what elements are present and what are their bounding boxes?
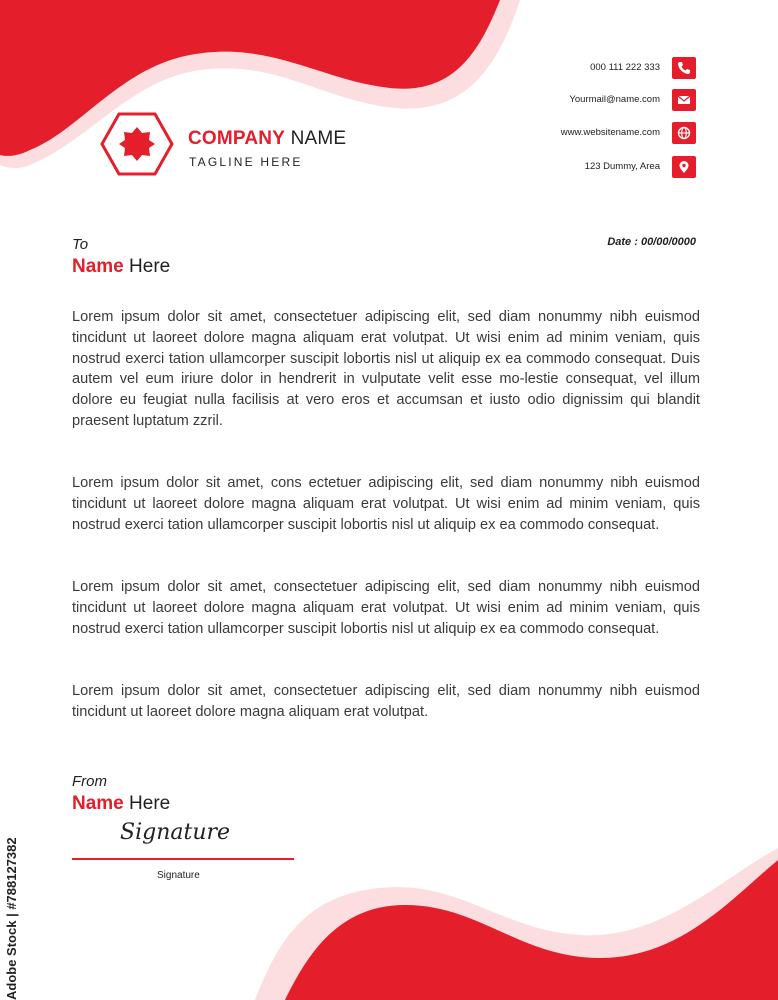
to-label: To <box>72 236 89 253</box>
contact-phone-text: 000 111 222 333 <box>590 62 660 73</box>
contact-website-text: www.websitename.com <box>560 127 660 138</box>
recipient-name <box>72 256 170 278</box>
body-paragraph-1: Lorem ipsum dolor sit amet, consectetuer adipiscing elit, sed diam nonummy nibh euismod tincidunt ut laoreet dolore magna aliquam erat volutpat. Ut wisi enim ad minim veniam, quis nostrud exerci tation ullamcorper suscipit lobortis nisl ut aliquip ex ea commodo consequat. Duis autem vel eum iriure dolor in hendrerit in vulputate velit esse mo-lestie consequat, vel illum dolore eu feugiat nulla facilisis at vero eros et accumsan et iusto odio dignissim qui blandit praesent luptatum zzril. <box>72 309 700 429</box>
mail-icon <box>672 89 696 111</box>
body-paragraph-2: Lorem ipsum dolor sit amet, cons ectetuer adipiscing elit, sed diam nonummy nibh euismod tincidunt ut laoreet dolore magna aliquam erat volutpat. Ut wisi enim ad minim veniam, quis nostrud exerci tation ullamcorper suscipit lobortis nisl ut aliquip ex ea commodo consequat. <box>72 475 700 533</box>
sender-name-rest: Here <box>129 793 171 814</box>
sender-name <box>72 793 170 815</box>
side-id-text: Adobe Stock | #788127382 <box>4 837 19 1000</box>
body-paragraph-3: Lorem ipsum dolor sit amet, consectetuer adipiscing elit, sed diam nonummy nibh euismod tincidunt ut laoreet dolore magna aliquam erat volutpat. Ut wisi enim ad minim veniam, quis nostrud exerci tation ullamcorper suscipit lobortis nisl ut aliquip ex ea commodo consequat. <box>72 579 700 637</box>
company-name <box>188 128 346 150</box>
side-id-label <box>4 760 26 1000</box>
signature-line <box>72 858 294 860</box>
contact-website <box>436 122 696 144</box>
phone-icon <box>672 57 696 79</box>
company-logo-icon <box>100 112 174 176</box>
company-name-bold: COMPANY <box>188 128 286 149</box>
handwritten-signature: Signature <box>120 820 231 845</box>
contact-phone <box>436 57 696 79</box>
sender-name-first: Name <box>72 793 124 814</box>
contact-address-text: 123 Dummy, Area <box>584 161 660 172</box>
recipient-name-rest: Here <box>129 256 171 277</box>
recipient-name-first: Name <box>72 256 124 277</box>
company-name-regular: NAME <box>290 128 347 149</box>
contact-email-text: Yourmail@name.com <box>569 94 660 105</box>
contact-address <box>436 156 696 178</box>
location-icon <box>672 156 696 178</box>
contact-email <box>436 89 696 111</box>
signature-label: Signature <box>157 870 200 881</box>
globe-icon <box>672 122 696 144</box>
letter-date: Date : 00/00/0000 <box>607 236 696 248</box>
body-paragraph-4: Lorem ipsum dolor sit amet, consectetuer adipiscing elit, sed diam nonummy nibh euismod tincidunt ut laoreet dolore magna aliquam erat volutpat. <box>72 683 700 720</box>
from-label: From <box>72 773 107 790</box>
company-tagline: TAGLINE HERE <box>189 155 303 169</box>
